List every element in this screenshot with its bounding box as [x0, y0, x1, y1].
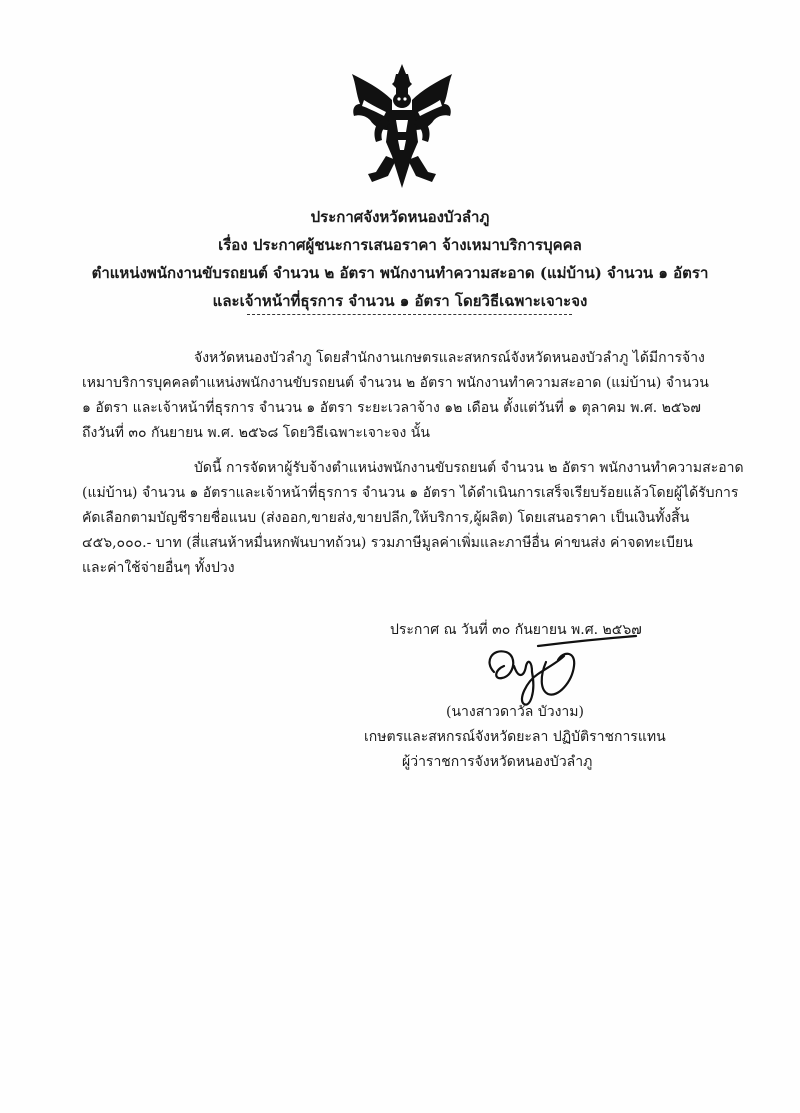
paragraph-line: จังหวัดหนองบัวลำภู โดยสำนักงานเกษตรและสหกรณ์จังหวัดหนองบัวลำภู ได้มีการจ้าง	[194, 350, 705, 366]
paragraph-line: คัดเลือกตามบัญชีรายชื่อแนบ (ส่งออก,ขายส่ง,ขายปลีก,ให้บริการ,ผู้ผลิต) โดยเสนอราคา เป็นเงินทั้งสิ้น	[82, 510, 690, 526]
paragraph-line: ถึงวันที่ ๓๐ กันยายน พ.ศ. ๒๕๖๘ โดยวิธีเฉพาะเจาะจง นั้น	[82, 425, 430, 441]
paragraph-line: ๑ อัตรา และเจ้าหน้าที่ธุรการ จำนวน ๑ อัตรา ระยะเวลาจ้าง ๑๒ เดือน ตั้งแต่วันที่ ๑ ตุลาคม พ.ศ. ๒๕๖๗	[82, 400, 701, 416]
paragraph-line: (แม่บ้าน) จำนวน ๑ อัตราและเจ้าหน้าที่ธุรการ จำนวน ๑ อัตรา ได้ดำเนินการเสร็จเรียบร้อยแล้วโดยผู้ได้รับการ	[82, 485, 739, 501]
garuda-emblem-icon	[346, 60, 458, 190]
announcement-header	[60, 203, 740, 315]
signatory-office: ผู้ว่าราชการจังหวัดหนองบัวลำภู	[402, 754, 593, 770]
signatory-position-block	[364, 725, 684, 750]
paragraph-line: และค่าใช้จ่ายอื่นๆ ทั้งปวง	[82, 560, 235, 576]
separator-line	[247, 314, 572, 315]
handwritten-signature	[480, 632, 640, 710]
signatory-name: (นางสาวดาวัล บัวงาม)	[446, 704, 584, 720]
paragraph-line: ๔๕๖,๐๐๐.- บาท (สี่แสนห้าหมื่นหกพันบาทถ้วน) รวมภาษีมูลค่าเพิ่มและภาษีอื่น ค่าขนส่ง ค่าจดทะเบียน	[82, 535, 693, 551]
date-line: ประกาศ ณ วันที่ ๓๐ กันยายน พ.ศ. ๒๕๖๗	[390, 622, 642, 638]
paragraph-line: เหมาบริการบุคคลตำแหน่งพนักงานขับรถยนต์ จำนวน ๒ อัตรา พนักงานทำความสะอาด (แม่บ้าน) จำนวน	[82, 375, 709, 391]
paragraph-1	[82, 346, 722, 446]
signatory-office-block	[402, 750, 722, 775]
header-subject: เรื่อง ประกาศผู้ชนะการเสนอราคา จ้างเหมาบริการบุคคล	[218, 236, 582, 254]
header-positions: ตำแหน่งพนักงานขับรถยนต์ จำนวน ๒ อัตรา พนักงานทำความสะอาด (แม่บ้าน) จำนวน ๑ อัตรา	[91, 264, 709, 282]
paragraph-2	[82, 456, 744, 581]
header-title: ประกาศจังหวัดหนองบัวลำภู	[310, 208, 490, 226]
signatory-position: เกษตรและสหกรณ์จังหวัดยะลา ปฏิบัติราชการแทน	[364, 729, 666, 745]
header-method: และเจ้าหน้าที่ธุรการ จำนวน ๑ อัตรา โดยวิธีเฉพาะเจาะจง	[212, 292, 588, 310]
signatory-name-block	[446, 700, 766, 725]
paragraph-line: บัดนี้ การจัดหาผู้รับจ้างตำแหน่งพนักงานขับรถยนต์ จำนวน ๒ อัตรา พนักงานทำความสะอาด	[194, 460, 744, 476]
